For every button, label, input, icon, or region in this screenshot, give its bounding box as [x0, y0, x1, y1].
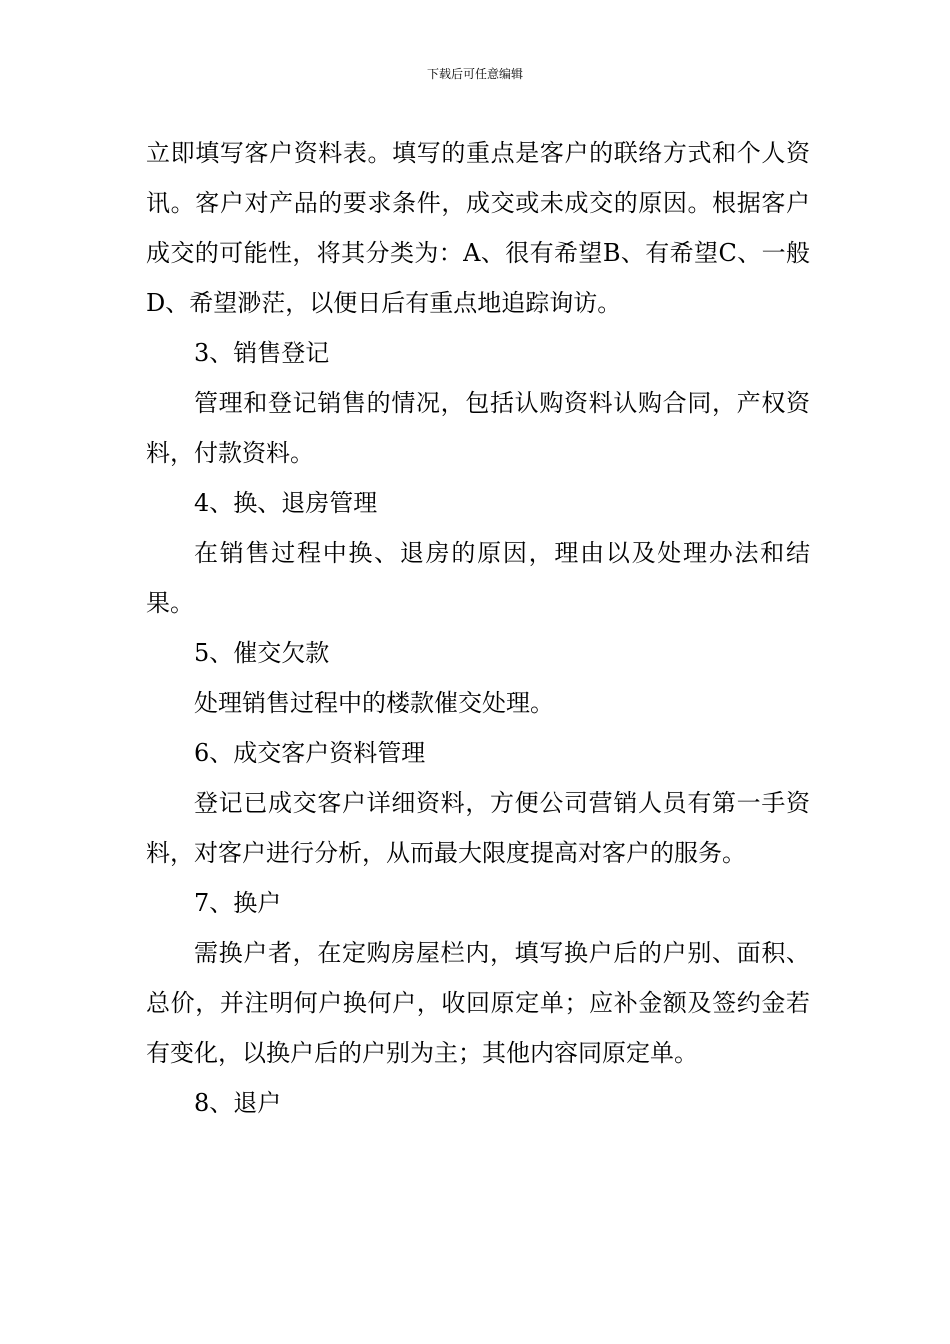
- page-header: 下载后可任意编辑: [426, 67, 523, 81]
- body-paragraph: 在销售过程中换、退房的原因，理由以及处理办法和结果。: [146, 539, 810, 617]
- section-heading: 6、成交客户资料管理: [194, 739, 426, 767]
- body-paragraph: 管理和登记销售的情况，包括认购资料认购合同，产权资料，付款资料。: [146, 389, 810, 467]
- body-paragraph: 登记已成交客户详细资料，方便公司营销人员有第一手资料，对客户进行分析，从而最大限度提高对客户的服务。: [146, 789, 810, 867]
- section-heading: 4、换、退房管理: [194, 489, 378, 517]
- body-paragraph: 需换户者，在定购房屋栏内，填写换户后的户别、面积、总价，并注明何户换何户，收回原定单；应补金额及签约金若有变化，以换户后的户别为主；其他内容同原定单。: [146, 939, 810, 1067]
- section-heading: 7、换户: [194, 889, 282, 917]
- body-paragraph: 立即填写客户资料表。填写的重点是客户的联络方式和个人资讯。客户对产品的要求条件，成交或未成交的原因。根据客户成交的可能性，将其分类为：A、很有希望B、有希望C、一般D、希望渺茫，以便日后有重点地追踪询访。: [146, 139, 810, 317]
- document-body: [146, 128, 810, 1128]
- section-heading: 5、催交欠款: [194, 639, 330, 667]
- section-heading: 8、退户: [194, 1089, 282, 1117]
- body-paragraph: 处理销售过程中的楼款催交处理。: [194, 689, 554, 717]
- section-heading: 3、销售登记: [194, 339, 330, 367]
